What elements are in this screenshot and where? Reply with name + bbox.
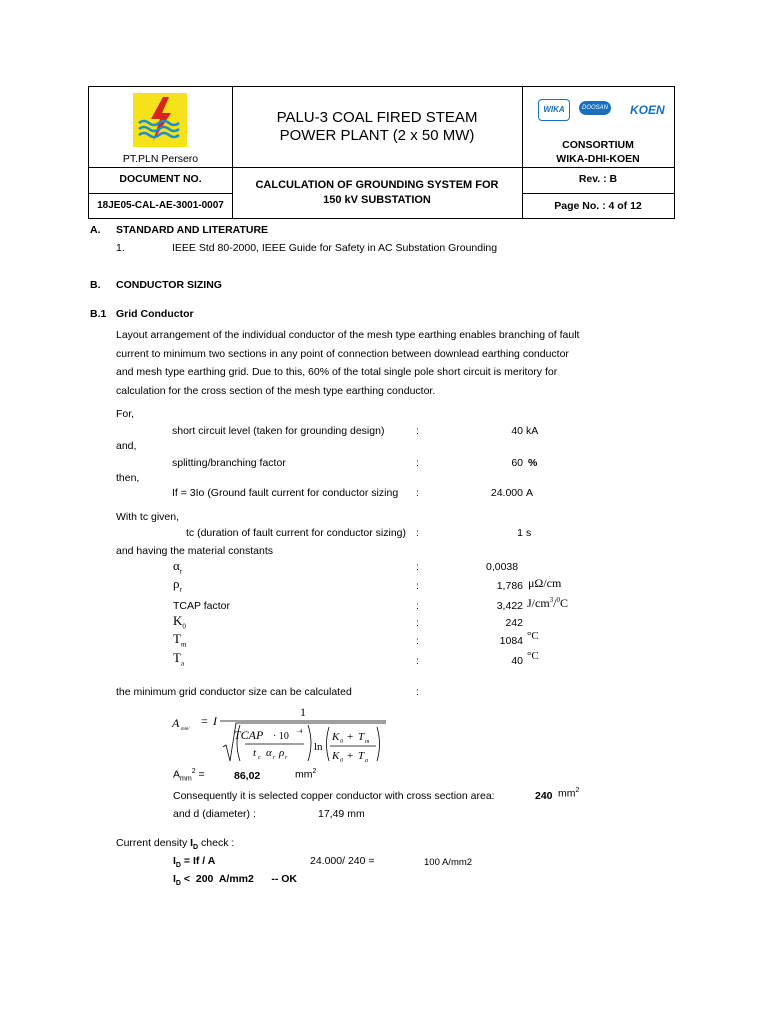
amm-value: 86,02 <box>234 770 261 782</box>
colon: : <box>416 617 419 629</box>
rho-subscript: r <box>179 585 182 594</box>
section-b-num: B. <box>90 279 101 291</box>
formula-eq: = <box>201 714 208 728</box>
splitting-label: splitting/branching factor <box>172 457 286 469</box>
if-unit: A <box>526 487 534 499</box>
id-subscript: D <box>175 862 181 870</box>
amm-superscript: 2 <box>191 768 196 775</box>
material-label: and having the material constants <box>116 545 274 557</box>
k0-symbol: K <box>173 613 183 628</box>
doc-no-value: 18JE05-CAL-AE-3001-0007 <box>97 200 224 211</box>
short-circuit-label: short circuit level (taken for grounding design) <box>172 425 385 437</box>
section-b1-paragraph <box>116 326 579 401</box>
id-equation: = If / A <box>183 855 216 867</box>
tcap-unit-base: J/cm <box>527 596 550 610</box>
formula-plus-den: + <box>347 750 354 762</box>
colon: : <box>416 527 419 539</box>
amm-symbol: A <box>173 768 181 781</box>
splitting-value: 60 <box>511 457 523 469</box>
revision: Rev. : B <box>578 173 618 185</box>
rho-unit: μΩ/cm <box>528 576 562 590</box>
splitting-unit: % <box>528 457 538 469</box>
amm-label <box>173 768 205 783</box>
k0-value: 242 <box>505 617 523 629</box>
formula-rho-sub: r <box>285 755 288 761</box>
id-calculation: 24.000/ 240 = <box>310 855 375 867</box>
formula-k0-num: K <box>332 731 340 743</box>
page-number: Page No. : 4 of 12 <box>554 200 642 212</box>
id-check <box>173 873 297 887</box>
formula-paren-right <box>308 725 311 761</box>
calc-title-line1: CALCULATION OF GROUNDING SYSTEM FOR <box>255 179 499 191</box>
org-name: PT.PLN Persero <box>122 153 199 165</box>
formula-ta-sub: a <box>365 758 368 764</box>
amm-subscript: mm <box>180 775 192 783</box>
current-density-heading <box>116 837 234 851</box>
formula-i: I <box>213 714 217 728</box>
and-label: and, <box>116 440 137 452</box>
project-title-line1: PALU-3 COAL FIRED STEAM <box>276 109 478 126</box>
formula-ta: T <box>358 750 365 762</box>
formula-ln: ln <box>314 741 323 753</box>
document-header <box>88 86 675 219</box>
colon: : <box>416 655 419 667</box>
formula-rho: ρ <box>279 747 285 759</box>
id-check-text: < 200 A/mm2 -- OK <box>183 873 298 885</box>
rho-value: 1,786 <box>496 580 523 592</box>
ta-value: 40 <box>511 655 523 667</box>
cross-section-unit-sup: 2 <box>575 787 580 794</box>
diameter-value: 17,49 mm <box>318 808 365 820</box>
formula-tm: T <box>358 731 365 743</box>
tc-unit: s <box>526 527 532 539</box>
paragraph-line: calculation for the cross section of the mesh type earthing conductor. <box>116 385 436 398</box>
short-circuit-value: 40 <box>511 425 523 437</box>
conductor-size-formula <box>170 703 390 765</box>
wika-logo: WIKA <box>538 99 570 121</box>
id-result: 100 A/mm2 <box>424 857 473 868</box>
formula-alpha-sub: r <box>273 755 276 761</box>
id-check-symbol: I <box>173 873 176 885</box>
formula-ln-paren-right <box>377 727 380 761</box>
project-title-line2: POWER PLANT (2 x 50 MW) <box>279 127 475 144</box>
consequent-text: Consequently it is selected copper conductor with cross section area: <box>173 790 495 802</box>
formula-tm-sub: m <box>365 739 370 745</box>
header-divider <box>522 167 674 168</box>
then-label: then, <box>116 472 140 484</box>
formula-exp: −4 <box>296 729 303 735</box>
section-a-num: A. <box>90 224 101 236</box>
colon: : <box>416 686 419 698</box>
formula-k0-den-sub: 0 <box>340 758 343 764</box>
if-value: 24.000 <box>490 487 523 499</box>
section-a-item-text: IEEE Std 80-2000, IEEE Guide for Safety in AC Substation Grounding <box>172 242 498 254</box>
colon: : <box>416 457 419 469</box>
id-check-subscript: D <box>175 880 181 888</box>
tm-value: 1084 <box>499 635 523 647</box>
current-density-symbol: I <box>190 837 194 849</box>
section-b1-title: Grid Conductor <box>116 308 194 320</box>
paragraph-line: current to minimum two sections in any point of connection between downlead earthing conductor <box>116 347 569 360</box>
ta-symbol: T <box>173 650 181 665</box>
cross-section-unit-base: mm <box>558 787 576 800</box>
k0-label <box>173 613 186 631</box>
short-circuit-unit: kA <box>526 425 539 437</box>
tm-subscript: m <box>180 640 187 649</box>
amm-equals: = <box>198 768 205 781</box>
current-density-tail: check : <box>201 837 235 849</box>
amm-unit-base: mm <box>295 768 313 781</box>
current-density-subscript: D <box>193 844 199 852</box>
formula-lhs: A <box>172 716 180 730</box>
formula-tc-sub: c <box>258 755 261 761</box>
tc-given-label: With tc given, <box>116 511 180 523</box>
formula-tc: t <box>253 747 257 759</box>
paragraph-line: and mesh type earthing grid. Due to this, 60% of the total single pole short circuit is meritory for <box>116 366 558 379</box>
calc-title-line2: 150 kV SUBSTATION <box>323 194 431 206</box>
alpha-label <box>173 558 182 576</box>
pln-logo <box>133 93 187 147</box>
formula-ln-paren-left <box>327 727 330 761</box>
section-b-title: CONDUCTOR SIZING <box>116 279 222 291</box>
current-density-label: Current density <box>116 837 188 849</box>
formula-tcap: TCAP <box>234 728 264 742</box>
colon: : <box>416 635 419 647</box>
header-divider <box>522 193 674 194</box>
cross-section-unit <box>558 787 579 800</box>
doosan-logo: DOOSAN <box>579 101 611 115</box>
paragraph-line: Layout arrangement of the individual conductor of the mesh type earthing enables branching of fault <box>116 329 580 341</box>
colon: : <box>416 561 419 573</box>
formula-k0-den: K <box>332 750 340 762</box>
colon: : <box>416 600 419 612</box>
lightning-icon <box>133 93 187 147</box>
section-b1-num: B.1 <box>90 308 107 320</box>
header-divider <box>89 167 232 168</box>
consortium-name <box>522 138 674 166</box>
consortium-line1: CONSORTIUM <box>562 139 634 151</box>
header-divider <box>232 167 522 168</box>
section-a-title: STANDARD AND LITERATURE <box>116 224 269 236</box>
id-symbol: I <box>173 855 176 867</box>
doc-no-label: DOCUMENT NO. <box>119 173 202 185</box>
consortium-line2: WIKA-DHI-KOEN <box>556 153 640 165</box>
formula-k0-num-sub: 0 <box>340 739 343 745</box>
tcap-value: 3,422 <box>496 600 523 612</box>
header-divider <box>89 193 232 194</box>
tcap-unit-slash: / <box>553 596 557 610</box>
formula-ten: · 10 <box>273 731 289 742</box>
colon: : <box>416 425 419 437</box>
rho-label <box>173 576 182 594</box>
project-title <box>232 109 522 145</box>
ta-label <box>173 650 184 668</box>
koen-logo: KOEN <box>630 103 665 117</box>
tcap-unit-sup: 3 <box>549 596 554 604</box>
colon: : <box>416 487 419 499</box>
alpha-value: 0,0038 <box>486 561 519 573</box>
calc-intro: the minimum grid conductor size can be calculated <box>116 686 352 698</box>
k0-subscript: 0 <box>182 622 186 631</box>
amm-unit <box>295 768 316 781</box>
section-a-item-num: 1. <box>116 242 125 254</box>
if-label: If = 3Io (Ground fault current for conductor sizing <box>172 487 399 499</box>
tcap-unit-degree: 0 <box>556 596 561 604</box>
tm-unit: °C <box>527 630 539 642</box>
tm-label <box>173 631 186 649</box>
tcap-label: TCAP factor <box>173 600 230 612</box>
for-label: For, <box>116 408 135 420</box>
tcap-unit-c: C <box>560 596 569 610</box>
formula-one: 1 <box>300 705 306 719</box>
calc-title <box>232 178 522 208</box>
tcap-unit <box>527 596 568 611</box>
diameter-label: and d (diameter) : <box>173 808 256 820</box>
tc-value: 1 <box>517 527 523 539</box>
cross-section-value: 240 <box>535 790 553 802</box>
tc-label: tc (duration of fault current for conductor sizing) <box>186 527 407 539</box>
id-formula <box>173 855 215 869</box>
amm-unit-sup: 2 <box>312 768 317 775</box>
tm-symbol: T <box>173 631 181 646</box>
ta-subscript: a <box>180 659 185 668</box>
formula-lhs-sub: mm² <box>181 727 190 732</box>
alpha-subscript: r <box>179 567 183 576</box>
alpha-symbol: α <box>173 558 180 573</box>
colon: : <box>416 580 419 592</box>
rho-symbol: ρ <box>173 576 180 591</box>
formula-plus-num: + <box>347 731 354 743</box>
ta-unit: °C <box>527 650 539 662</box>
formula-alpha: α <box>266 747 272 759</box>
